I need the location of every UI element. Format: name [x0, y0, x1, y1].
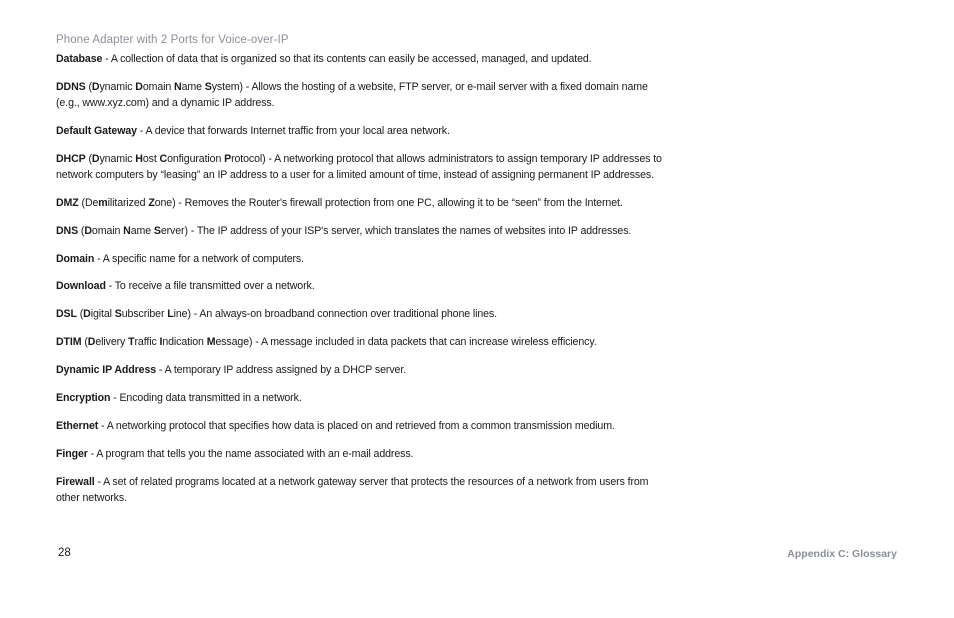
glossary-term: Encryption [56, 392, 111, 405]
glossary-term: DNS [56, 224, 79, 237]
acronym-letter: N [174, 80, 182, 93]
acronym-letter: D [135, 80, 143, 93]
expansion-text: ine) [173, 308, 191, 321]
running-header: Phone Adapter with 2 Ports for Voice-over-IP [56, 34, 289, 46]
expansion-text: ame [181, 80, 205, 93]
glossary-term: Ethernet [56, 420, 99, 433]
glossary-definition: - A message included in data packets that can increase wireless efficiency. [252, 336, 597, 349]
glossary-definition: - A specific name for a network of computers. [94, 252, 304, 265]
expansion-text: ( [85, 152, 92, 165]
glossary-entry [56, 419, 666, 435]
acronym-letter: D [84, 224, 92, 237]
acronym-letter: N [123, 224, 131, 237]
expansion-text: ystem) [211, 80, 243, 93]
glossary-definition: - Removes the Router's firewall protection from one PC, allowing it to be “seen” from the Internet. [175, 196, 623, 209]
expansion-text: De [84, 196, 99, 209]
glossary-entry [56, 475, 666, 507]
expansion-text: ndication [162, 336, 207, 349]
glossary-term: DTIM [56, 336, 82, 349]
glossary-term: Default Gateway [56, 124, 137, 137]
glossary-term: Download [56, 280, 106, 293]
acronym-letter: D [91, 80, 100, 93]
glossary-entry [56, 124, 666, 140]
glossary-entry [56, 196, 666, 212]
expansion-text: raffic [134, 336, 160, 349]
acronym-letter: D [83, 308, 91, 321]
glossary-entry [56, 447, 666, 463]
glossary-definition: - Allows the hosting of a website, FTP server, or e-mail server with a fixed domain name (e.g., www.xyz.com) and a dynamic IP address. [56, 80, 648, 109]
expansion-text: ynamic [99, 80, 136, 93]
expansion-text: essage) [215, 336, 253, 349]
glossary-definition: - A program that tells you the name associated with an e-mail address. [87, 448, 414, 461]
acronym-letter: S [153, 224, 161, 237]
expansion-text: ( [81, 336, 88, 349]
expansion-text: ynamic [99, 152, 136, 165]
glossary-entry [56, 152, 666, 184]
glossary-definition: - A temporary IP address assigned by a DHCP server. [156, 364, 407, 377]
glossary-term: Dynamic IP Address [56, 364, 157, 377]
glossary-definition: - A collection of data that is organized so that its contents can easily be accessed, managed, and updated. [102, 53, 592, 65]
acronym-letter: I [159, 336, 163, 349]
glossary-entry [56, 335, 666, 351]
glossary-term-expansion [82, 336, 253, 348]
expansion-text: omain [91, 224, 124, 237]
glossary-term-expansion [86, 81, 243, 93]
expansion-text: ( [78, 224, 85, 237]
expansion-text: ilitarized [107, 196, 149, 209]
glossary-term: Firewall [56, 476, 95, 489]
glossary-entry [56, 391, 666, 407]
glossary-entry [56, 307, 666, 323]
glossary-definition: - A set of related programs located at a network gateway server that protects the resources of a network from users from other networks. [56, 476, 649, 505]
expansion-text: ( [85, 80, 92, 93]
acronym-letter: S [204, 80, 212, 93]
glossary-entry [56, 224, 666, 240]
acronym-letter: L [167, 308, 174, 321]
glossary-definition: - Encoding data transmitted in a network. [110, 392, 302, 405]
expansion-text: rotocol) [231, 152, 266, 165]
glossary-term: Database [56, 53, 103, 65]
glossary-definition: - A device that forwards Internet traffic from your local area network. [136, 124, 450, 137]
glossary-list [56, 52, 666, 519]
expansion-text: erver) [160, 224, 188, 237]
expansion-text: igital [90, 308, 115, 321]
glossary-term: Domain [56, 252, 95, 265]
glossary-term: Finger [56, 448, 88, 461]
glossary-term-expansion [77, 308, 191, 320]
expansion-text: omain [142, 80, 175, 93]
acronym-letter: M [206, 336, 216, 349]
acronym-letter: T [128, 336, 135, 349]
expansion-text: ost [142, 152, 160, 165]
glossary-term-expansion [78, 225, 188, 237]
glossary-term: DHCP [56, 152, 86, 165]
expansion-text: ame [130, 224, 154, 237]
glossary-term: DDNS [56, 80, 86, 93]
glossary-definition: - The IP address of your ISP's server, which translates the names of websites into IP addresses. [187, 224, 632, 237]
page-number: 28 [58, 547, 71, 559]
glossary-definition: - A networking protocol that specifies how data is placed on and retrieved from a common transmission medium. [98, 420, 615, 433]
acronym-letter: S [114, 308, 122, 321]
acronym-letter: m [98, 196, 108, 209]
expansion-text: onfiguration [167, 152, 225, 165]
glossary-definition: - A networking protocol that allows administrators to assign temporary IP addresses to network computers by “leasing” an IP address to a user for a limited amount of time, instead of assigning permanent IP addresses. [56, 152, 662, 181]
glossary-term-expansion [79, 197, 176, 209]
acronym-letter: D [87, 336, 96, 349]
expansion-text: ubscriber [121, 308, 168, 321]
glossary-term: DSL [56, 308, 77, 321]
expansion-text: elivery [95, 336, 129, 349]
acronym-letter: H [135, 152, 143, 165]
glossary-term: DMZ [56, 196, 79, 209]
acronym-letter: P [224, 152, 232, 165]
expansion-text: one) [154, 196, 176, 209]
glossary-entry [56, 279, 666, 295]
glossary-definition: - An always-on broadband connection over traditional phone lines. [190, 308, 498, 321]
glossary-entry [56, 80, 666, 112]
glossary-entry [56, 252, 666, 268]
glossary-definition: - To receive a file transmitted over a network. [105, 280, 315, 293]
glossary-entry [56, 52, 666, 68]
glossary-entry [56, 363, 666, 379]
expansion-text: ( [78, 196, 85, 209]
acronym-letter: C [159, 152, 168, 165]
acronym-letter: Z [148, 196, 155, 209]
glossary-term-expansion [86, 153, 266, 165]
expansion-text: ( [76, 308, 84, 321]
acronym-letter: D [91, 152, 100, 165]
section-footer: Appendix C: Glossary [787, 548, 897, 560]
